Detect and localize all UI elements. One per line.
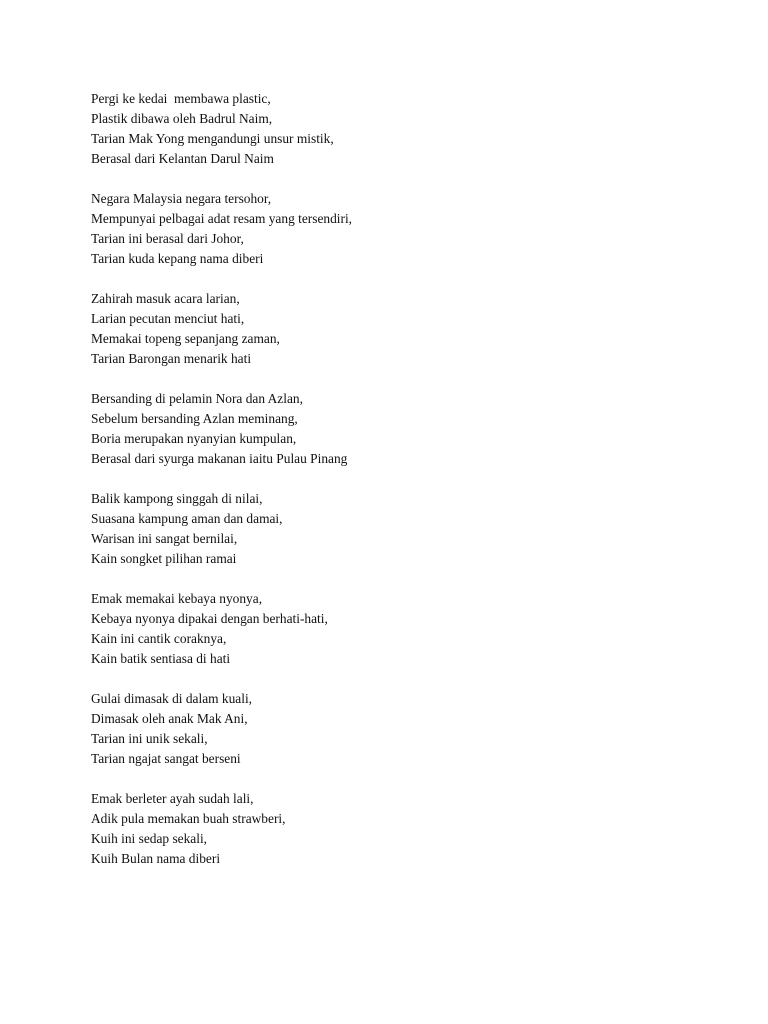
stanza-line: Mempunyai pelbagai adat resam yang tersendiri, bbox=[91, 211, 353, 226]
stanza-line: Kain batik sentiasa di hati bbox=[91, 651, 231, 666]
stanza-line: Tarian ini unik sekali, bbox=[91, 731, 208, 746]
stanza-line: Tarian Barongan menarik hati bbox=[91, 351, 252, 366]
stanza-line: Berasal dari Kelantan Darul Naim bbox=[91, 151, 274, 166]
stanza-3 bbox=[91, 289, 731, 369]
stanza-line: Kuih ini sedap sekali, bbox=[91, 831, 208, 846]
stanza-1 bbox=[91, 89, 731, 169]
stanza-line: Kebaya nyonya dipakai dengan berhati-hati, bbox=[91, 611, 328, 626]
stanza-line: Gulai dimasak di dalam kuali, bbox=[91, 691, 253, 706]
stanza-2 bbox=[91, 189, 731, 269]
stanza-line: Zahirah masuk acara larian, bbox=[91, 291, 240, 306]
stanza-line: Warisan ini sangat bernilai, bbox=[91, 531, 238, 546]
stanza-line: Adik pula memakan buah strawberi, bbox=[91, 811, 286, 826]
stanza-line: Tarian ini berasal dari Johor, bbox=[91, 231, 244, 246]
stanza-6 bbox=[91, 589, 731, 669]
stanza-5 bbox=[91, 489, 731, 569]
stanza-line: Suasana kampung aman dan damai, bbox=[91, 511, 283, 526]
stanza-line: Tarian kuda kepang nama diberi bbox=[91, 251, 264, 266]
stanza-line: Tarian ngajat sangat berseni bbox=[91, 751, 241, 766]
stanza-line: Larian pecutan menciut hati, bbox=[91, 311, 245, 326]
stanza-line: Kain songket pilihan ramai bbox=[91, 551, 237, 566]
stanza-7 bbox=[91, 689, 731, 769]
stanza-line: Pergi ke kedai membawa plastic, bbox=[91, 91, 271, 106]
stanza-line: Boria merupakan nyanyian kumpulan, bbox=[91, 431, 297, 446]
stanza-8 bbox=[91, 789, 731, 869]
stanza-line: Bersanding di pelamin Nora dan Azlan, bbox=[91, 391, 303, 406]
stanza-line: Dimasak oleh anak Mak Ani, bbox=[91, 711, 248, 726]
stanza-line: Kuih Bulan nama diberi bbox=[91, 851, 221, 866]
pantun-body bbox=[91, 89, 731, 889]
stanza-line: Sebelum bersanding Azlan meminang, bbox=[91, 411, 298, 426]
stanza-line: Memakai topeng sepanjang zaman, bbox=[91, 331, 280, 346]
stanza-line: Tarian Mak Yong mengandungi unsur mistik, bbox=[91, 131, 334, 146]
stanza-line: Emak memakai kebaya nyonya, bbox=[91, 591, 263, 606]
stanza-line: Balik kampong singgah di nilai, bbox=[91, 491, 263, 506]
stanza-line: Negara Malaysia negara tersohor, bbox=[91, 191, 272, 206]
stanza-line: Plastik dibawa oleh Badrul Naim, bbox=[91, 111, 273, 126]
stanza-line: Berasal dari syurga makanan iaitu Pulau Pinang bbox=[91, 451, 348, 466]
stanza-4 bbox=[91, 389, 731, 469]
stanza-line: Kain ini cantik coraknya, bbox=[91, 631, 227, 646]
stanza-line: Emak berleter ayah sudah lali, bbox=[91, 791, 254, 806]
